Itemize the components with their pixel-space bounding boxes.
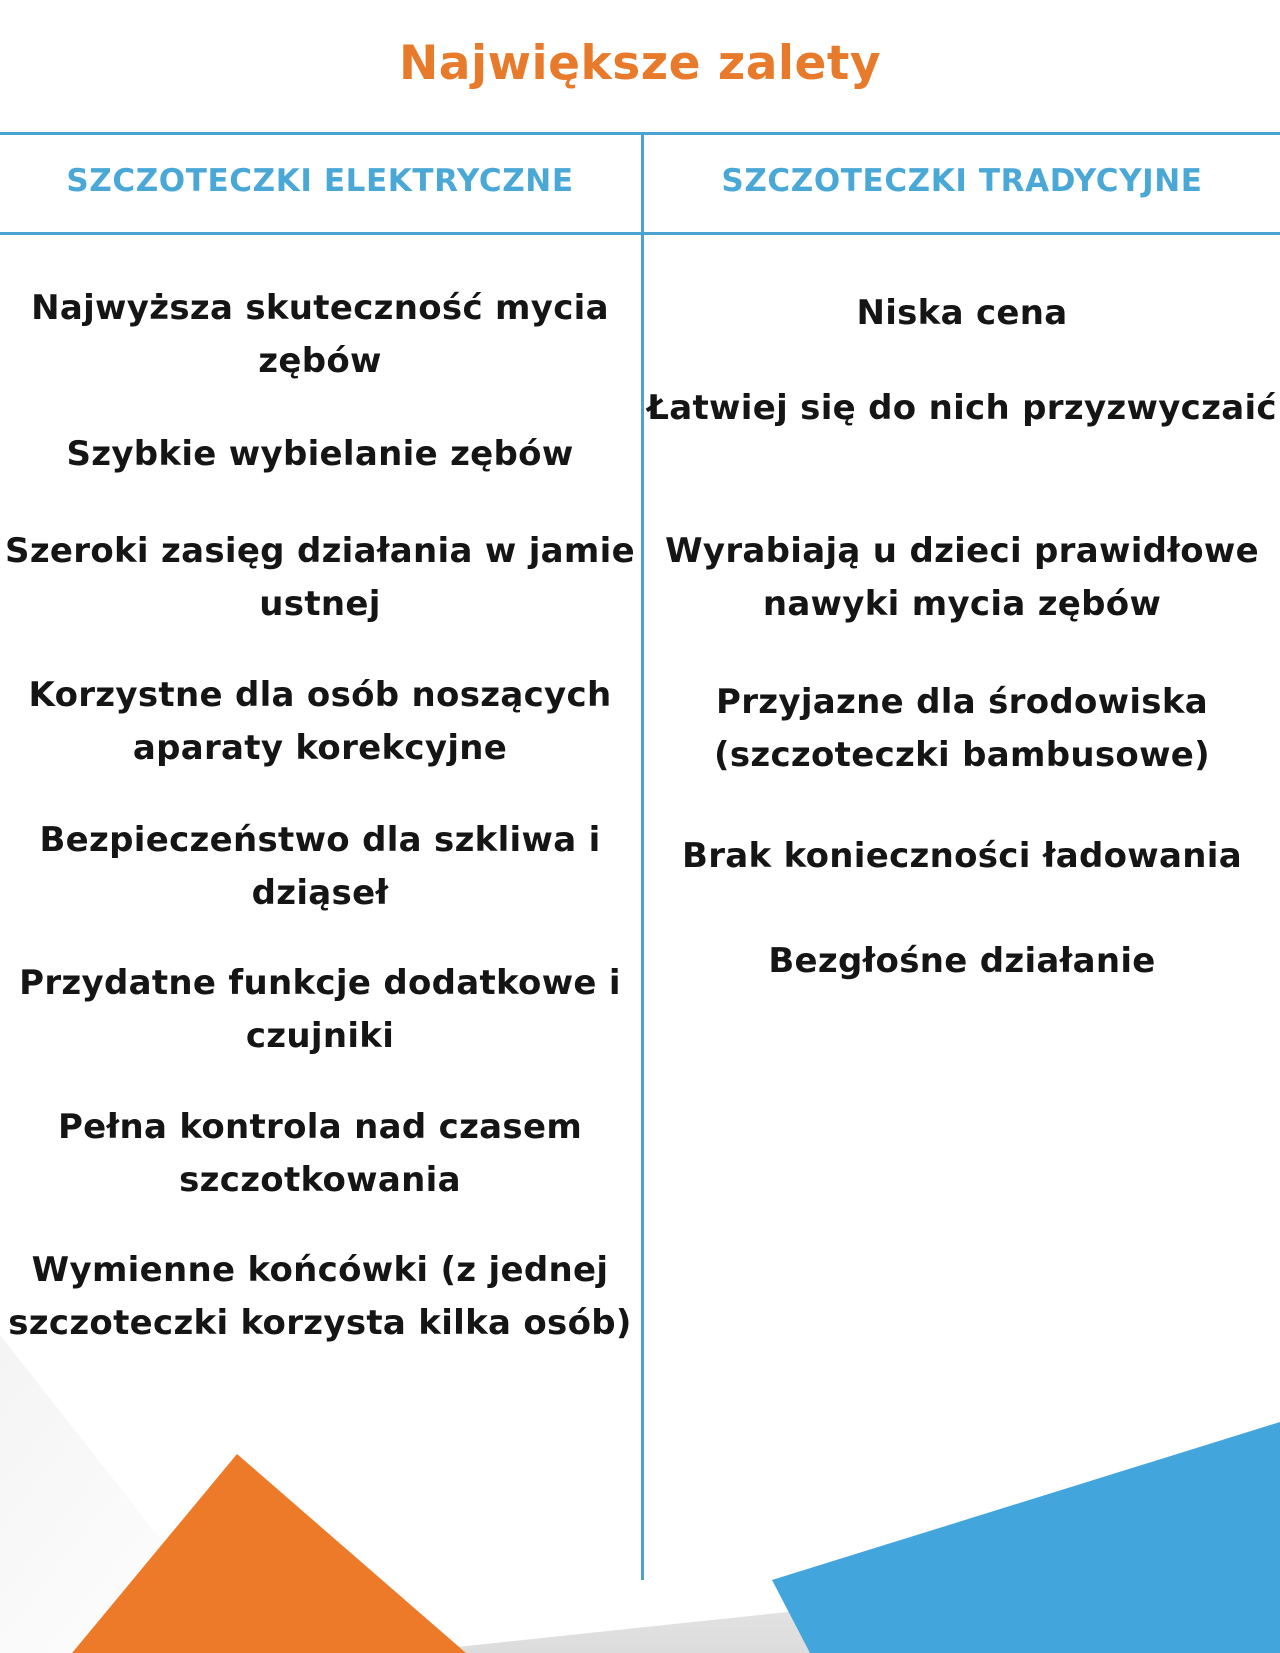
electric-advantage-item: Korzystne dla osób noszących aparaty korekcyjne [28,675,612,768]
traditional-advantage-item: Łatwiej się do nich przyzwyczaić [647,388,1277,428]
electric-advantage-item: Wymienne końcówki (z jednej szczoteczki korzysta kilka osób) [8,1250,632,1343]
electric-advantage-item: Szybkie wybielanie zębów [66,434,574,474]
traditional-advantage-item: Niska cena [856,293,1068,333]
column-header-traditional: SZCZOTECZKI TRADYCYJNE [721,163,1203,199]
traditional-advantage-item: Bezgłośne działanie [768,941,1156,981]
page-title: Największe zalety [398,36,882,91]
electric-advantage-item: Pełna kontrola nad czasem szczotkowania [57,1107,583,1200]
traditional-advantage-item: Przyjazne dla środowiska (szczoteczki bambusowe) [714,682,1210,775]
electric-advantage-item: Najwyższa skuteczność mycia zębów [31,288,609,381]
table-header-rule [0,232,1280,235]
table-top-rule [0,132,1280,135]
electric-advantage-item: Bezpieczeństwo dla szkliwa i dziąseł [39,820,601,913]
traditional-advantage-item: Wyrabiają u dzieci prawidłowe nawyki mycia zębów [665,531,1259,624]
traditional-advantage-item: Brak konieczności ładowania [682,836,1242,876]
electric-advantage-item: Przydatne funkcje dodatkowe i czujniki [19,963,621,1056]
electric-advantage-item: Szeroki zasięg działania w jamie ustnej [5,531,635,624]
column-header-electric: SZCZOTECZKI ELEKTRYCZNE [66,163,574,199]
blue-shape [772,1422,1280,1653]
